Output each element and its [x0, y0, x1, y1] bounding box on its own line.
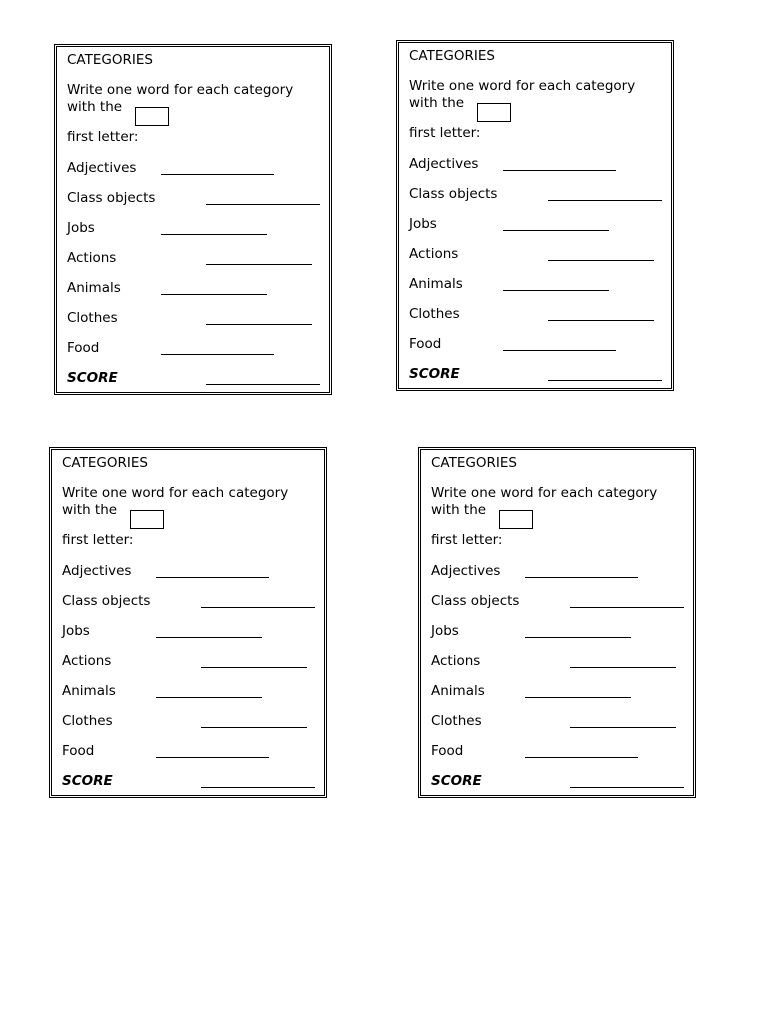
answer-line-class-objects[interactable] [548, 200, 662, 201]
answer-line-food[interactable] [525, 757, 638, 758]
category-label-jobs: Jobs [67, 220, 95, 236]
category-label-adjectives: Adjectives [67, 160, 137, 176]
answer-line-jobs[interactable] [156, 637, 262, 638]
answer-line-clothes[interactable] [206, 324, 312, 325]
category-label-adjectives: Adjectives [62, 563, 132, 579]
card-title: CATEGORIES [431, 455, 517, 471]
answer-line-animals[interactable] [525, 697, 631, 698]
score-label: SCORE [409, 366, 460, 382]
answer-line-actions[interactable] [206, 264, 312, 265]
instruction-text: first letter: [431, 532, 503, 548]
answer-line-food[interactable] [156, 757, 269, 758]
category-label-animals: Animals [67, 280, 121, 296]
first-letter-box[interactable] [477, 103, 511, 122]
first-letter-box[interactable] [499, 510, 533, 529]
answer-line-actions[interactable] [570, 667, 676, 668]
category-label-animals: Animals [431, 683, 485, 699]
category-label-actions: Actions [431, 653, 481, 669]
card-title: CATEGORIES [62, 455, 148, 471]
answer-line-jobs[interactable] [161, 234, 267, 235]
answer-line-adjectives[interactable] [161, 174, 274, 175]
answer-line-clothes[interactable] [201, 727, 307, 728]
answer-line-adjectives[interactable] [503, 170, 616, 171]
category-label-animals: Animals [62, 683, 116, 699]
answer-line-animals[interactable] [156, 697, 262, 698]
answer-line-clothes[interactable] [570, 727, 676, 728]
instruction-text: with the [67, 99, 123, 115]
category-label-class-objects: Class objects [409, 186, 498, 202]
instruction-text: first letter: [67, 129, 139, 145]
score-line[interactable] [206, 384, 320, 385]
category-label-adjectives: Adjectives [431, 563, 501, 579]
card-title: CATEGORIES [67, 52, 153, 68]
category-label-actions: Actions [409, 246, 459, 262]
category-label-jobs: Jobs [431, 623, 459, 639]
instruction-text: first letter: [409, 125, 481, 141]
category-label-clothes: Clothes [67, 310, 118, 326]
category-label-animals: Animals [409, 276, 463, 292]
score-line[interactable] [570, 787, 684, 788]
category-label-actions: Actions [67, 250, 117, 266]
answer-line-class-objects[interactable] [201, 607, 315, 608]
answer-line-adjectives[interactable] [525, 577, 638, 578]
instruction-text: with the [409, 95, 465, 111]
category-label-class-objects: Class objects [67, 190, 156, 206]
category-label-class-objects: Class objects [431, 593, 520, 609]
category-card-2 [396, 40, 674, 391]
score-line[interactable] [548, 380, 662, 381]
first-letter-box[interactable] [135, 107, 169, 126]
category-label-food: Food [431, 743, 464, 759]
score-label: SCORE [431, 773, 482, 789]
category-label-clothes: Clothes [431, 713, 482, 729]
category-card-4 [418, 447, 696, 798]
answer-line-class-objects[interactable] [206, 204, 320, 205]
first-letter-box[interactable] [130, 510, 164, 529]
answer-line-animals[interactable] [503, 290, 609, 291]
instruction-text: with the [431, 502, 487, 518]
category-label-clothes: Clothes [409, 306, 460, 322]
answer-line-jobs[interactable] [525, 637, 631, 638]
category-label-actions: Actions [62, 653, 112, 669]
instruction-text: first letter: [62, 532, 134, 548]
instruction-text: Write one word for each category [409, 78, 636, 94]
category-label-adjectives: Adjectives [409, 156, 479, 172]
category-label-jobs: Jobs [409, 216, 437, 232]
category-card-3 [49, 447, 327, 798]
instruction-text: Write one word for each category [62, 485, 289, 501]
instruction-text: Write one word for each category [431, 485, 658, 501]
answer-line-adjectives[interactable] [156, 577, 269, 578]
answer-line-food[interactable] [503, 350, 616, 351]
instruction-text: with the [62, 502, 118, 518]
score-label: SCORE [62, 773, 113, 789]
score-line[interactable] [201, 787, 315, 788]
answer-line-animals[interactable] [161, 294, 267, 295]
category-label-class-objects: Class objects [62, 593, 151, 609]
category-label-food: Food [62, 743, 95, 759]
answer-line-class-objects[interactable] [570, 607, 684, 608]
card-title: CATEGORIES [409, 48, 495, 64]
answer-line-clothes[interactable] [548, 320, 654, 321]
answer-line-jobs[interactable] [503, 230, 609, 231]
category-label-jobs: Jobs [62, 623, 90, 639]
category-label-food: Food [409, 336, 442, 352]
category-label-clothes: Clothes [62, 713, 113, 729]
category-label-food: Food [67, 340, 100, 356]
answer-line-actions[interactable] [548, 260, 654, 261]
answer-line-actions[interactable] [201, 667, 307, 668]
category-card-1 [54, 44, 332, 395]
answer-line-food[interactable] [161, 354, 274, 355]
score-label: SCORE [67, 370, 118, 386]
instruction-text: Write one word for each category [67, 82, 294, 98]
